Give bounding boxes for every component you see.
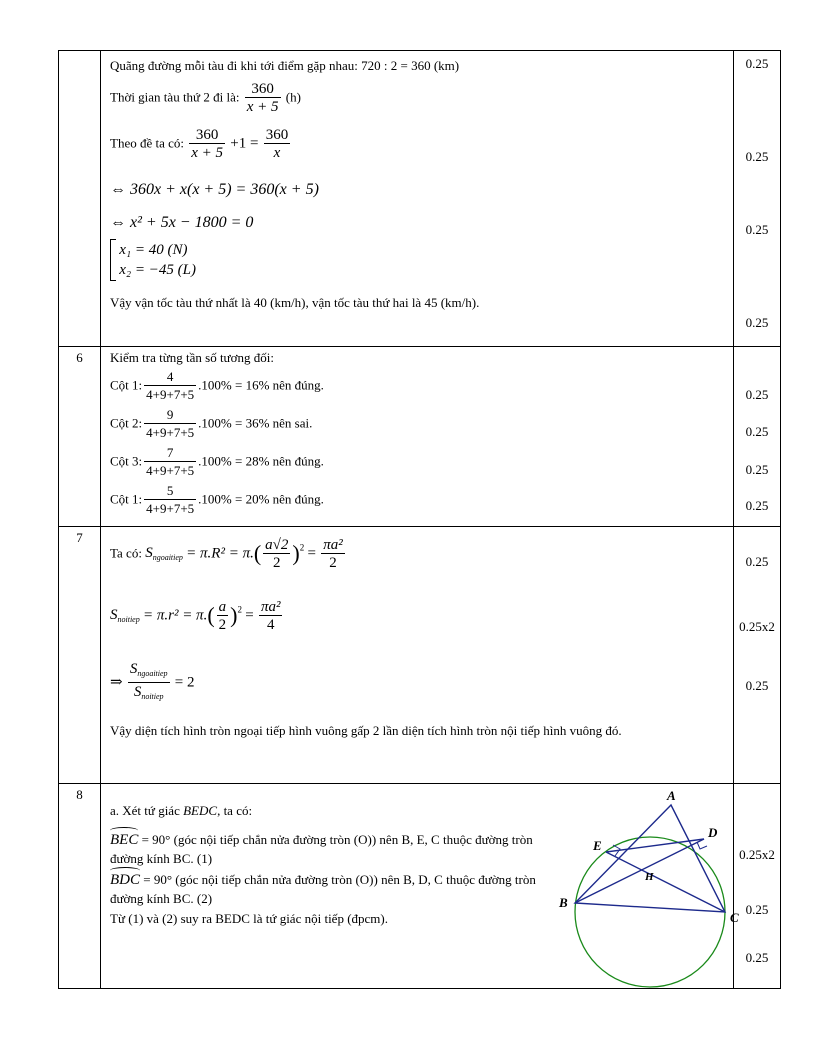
- score: 0.25: [745, 424, 769, 439]
- column-check-4: Cột 1: $\frac{5}{4+9+7+5}$ .100% = 20% nên đúng.: [110, 483, 324, 516]
- part-a-text: [110, 802, 560, 927]
- score: 0.25: [745, 462, 769, 477]
- column-check-2: Cột 2: $\frac{9}{4+9+7+5}$ .100% = 36% nên sai.: [110, 407, 313, 440]
- circle-o: [575, 837, 725, 987]
- equation-line: Theo đề ta có: $\frac{360}{x + 5}$ +1 = $\frac{360}{x}$: [110, 127, 289, 161]
- time-line: Thời gian tàu thứ 2 đi là: $\frac{360}{x + 5}$ (h): [110, 81, 301, 115]
- part-a-heading: a. Xét tứ giác BEDC, ta có:: [110, 803, 253, 818]
- score: 0.25: [745, 678, 769, 693]
- row-body: [101, 51, 734, 347]
- conclusion-text: Vậy diện tích hình tròn ngoại tiếp hình vuông gấp 2 lần diện tích hình tròn nội tiếp hình vuông đó.: [110, 723, 622, 738]
- row-scores: [734, 347, 781, 527]
- conclusion-line: Từ (1) và (2) suy ra BEDC là tứ giác nội tiếp (đpcm).: [110, 910, 388, 926]
- row-scores: [734, 51, 781, 347]
- outer-area-line: Ta có: $S_{ngoaitiep} = \pi.R^2 = \pi$.( $\frac{a√2}{2}$ )$^2$ = $\frac{\text{πa²}}{2}$: [110, 537, 343, 571]
- row-7: [59, 527, 781, 784]
- score: 0.25: [745, 56, 769, 71]
- label-e: E: [593, 838, 602, 853]
- column-check-3: Cột 3: $\frac{7}{4+9+7+5}$ .100% = 28% nên đúng.: [110, 445, 324, 478]
- row-scores: [734, 527, 781, 784]
- row-6: [59, 347, 781, 527]
- row-number: [59, 51, 101, 347]
- score: 0.25: [745, 149, 769, 164]
- time-fraction: $\frac{360}{x + 5}$: [246, 81, 279, 115]
- ratio-line: ⇒ $\frac{S_{ngoaitiep}}{S_{noitiep}}$ = 2: [110, 661, 195, 701]
- intro-line: Kiểm tra từng tần số tương đối:: [110, 350, 274, 365]
- angle-bec-statement: BEC = 90° (góc nội tiếp chắn nửa đường tròn (O)) nên B, E, C thuộc đường tròn đường kính BC. (1): [110, 832, 533, 867]
- row-8: [59, 784, 781, 989]
- score: 0.25: [745, 387, 769, 402]
- column-check-1: Cột 1: $\frac{4}{4+9+7+5}$ .100% = 16% nên đúng.: [110, 369, 324, 402]
- score: 0.25: [745, 554, 769, 569]
- angle-bdc-statement: BDC = 90° (góc nội tiếp chắn nửa đường tròn (O)) nên B, D, C thuộc đường tròn đường kính BC. (2): [110, 871, 536, 907]
- score: 0.25: [745, 498, 769, 513]
- label-h: H: [645, 871, 654, 883]
- geometry-figure: [559, 788, 739, 985]
- score: 0.25x2: [739, 847, 775, 862]
- segment-ed: [606, 839, 704, 852]
- segment-ce: [606, 852, 725, 912]
- label-d: D: [708, 825, 718, 840]
- row-number: 6: [59, 347, 101, 527]
- row-number: 8: [59, 784, 101, 989]
- row-scores: [734, 784, 781, 989]
- distance-line: Quãng đường mỗi tàu đi khi tới điểm gặp nhau: 720 : 2 = 360 (km): [110, 58, 460, 73]
- solution-table: [58, 50, 781, 989]
- score: 0.25: [745, 222, 769, 237]
- quadratic-line: ⇔ x² + 5x − 1800 = 0: [110, 214, 254, 231]
- score: 0.25: [745, 315, 769, 330]
- label-a: A: [667, 788, 676, 803]
- root-2: x₂ = −45 (L): [119, 262, 196, 278]
- row-body: [101, 784, 739, 989]
- answer-line: Vậy vận tốc tàu thứ nhất là 40 (km/h), vận tốc tàu thứ hai là 45 (km/h).: [110, 295, 480, 310]
- row-number: 7: [59, 527, 101, 784]
- label-c: C: [730, 910, 739, 925]
- row-5-continued: [59, 51, 781, 347]
- expand-line: ⇔ 360x + x(x + 5) = 360(x + 5): [110, 181, 319, 198]
- row-body: [101, 347, 734, 527]
- right-angle-d: [697, 842, 707, 849]
- row-body: [101, 527, 734, 784]
- score: 0.25: [745, 950, 769, 965]
- score: 0.25: [745, 902, 769, 917]
- root-1: x₁ = 40 (N): [119, 242, 188, 258]
- score: 0.25x2: [739, 619, 775, 634]
- roots-system: [110, 239, 725, 291]
- label-b: B: [559, 895, 568, 910]
- inner-area-line: $S_{noitiep} = \pi.r^2 = \pi$.( $\frac{a}{2}$ )$^2$ = $\frac{\text{πa²}}{4}$: [110, 599, 281, 633]
